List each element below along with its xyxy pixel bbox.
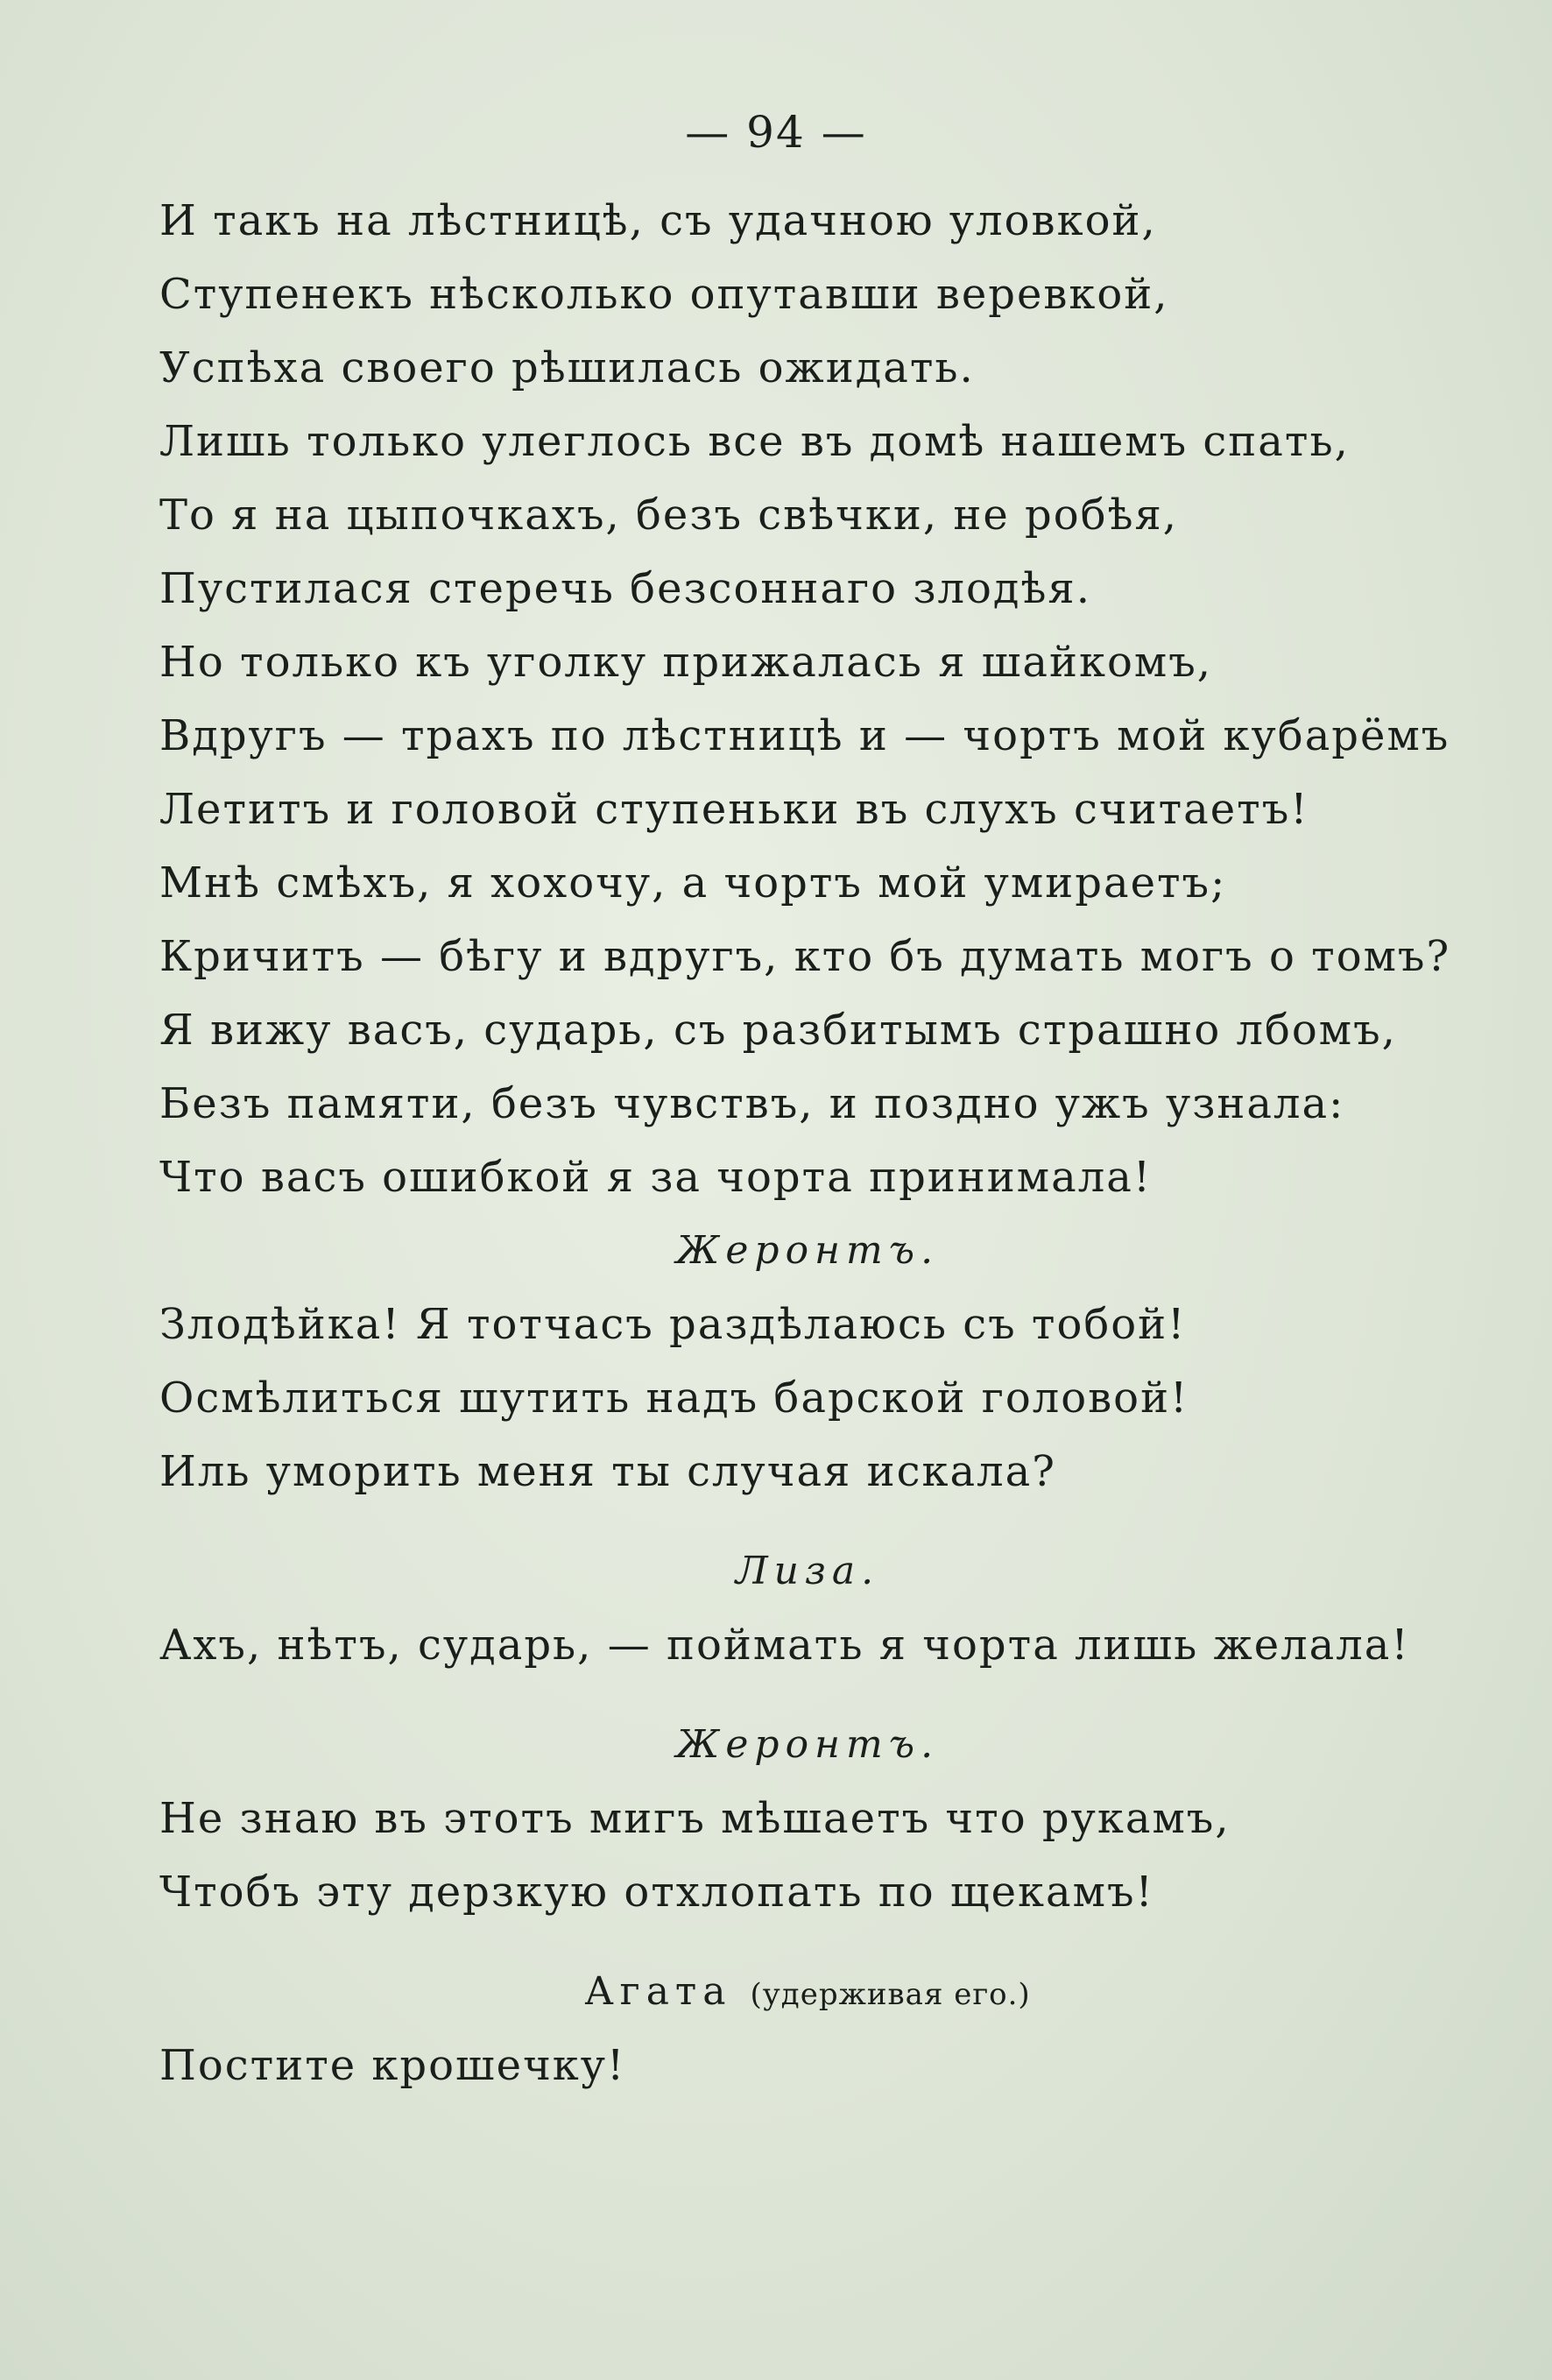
speaker-name-geront: Жеронтъ. — [675, 1228, 940, 1273]
verse-line: Но только къ уголку прижалась я шайкомъ, — [159, 638, 1212, 687]
verse-line: Иль уморить меня ты случая искала? — [159, 1447, 1057, 1496]
verse-line: То я на цыпочкахъ, безъ свѣчки, не робѣя, — [159, 491, 1179, 540]
page-number: — 94 — — [685, 107, 867, 158]
verse-line: Не знаю въ этотъ мигъ мѣшаетъ что рукамъ, — [159, 1794, 1231, 1843]
verse-block-4 — [159, 1782, 1508, 1929]
verse-block-3 — [159, 1608, 1508, 1682]
stage-direction: (удерживая его.) — [750, 1977, 1031, 2012]
verse-line: Осмѣлиться шутить надъ барской головой! — [159, 1374, 1189, 1423]
verse-line: Ступенекъ нѣсколько опутавши веревкой, — [159, 270, 1169, 319]
speaker-name-geront: Жеронтъ. — [675, 1722, 940, 1767]
verse-line: Лишь только улеглось все въ домѣ нашемъ спать, — [159, 417, 1350, 466]
verse-block-2 — [159, 1288, 1508, 1508]
verse-block-1 — [159, 184, 1508, 1214]
verse-line: Я вижу васъ, сударь, съ разбитымъ страшно лбомъ, — [159, 1006, 1397, 1055]
spacer — [159, 1682, 1508, 1708]
speaker-line-agata — [107, 1955, 1508, 2029]
verse-line: Злодѣйка! Я тотчасъ раздѣлаюсь съ тобой! — [159, 1300, 1187, 1349]
verse-line: Ахъ, нѣтъ, сударь, — поймать я чорта лишь желала! — [159, 1621, 1410, 1670]
verse-line: Кричитъ — бѣгу и вдругъ, кто бъ думать могъ о томъ? — [159, 932, 1451, 981]
speaker-name-liza: Лиза. — [735, 1549, 880, 1593]
verse-line: Успѣха своего рѣшилась ожидать. — [159, 343, 975, 392]
verse-line: Пустилася стеречь безсоннаго злодѣя. — [159, 564, 1091, 613]
verse-line: Вдругъ — трахъ по лѣстницѣ и — чортъ мой кубарёмъ — [159, 711, 1450, 760]
verse-line: И такъ на лѣстницѣ, съ удачною уловкой, — [159, 196, 1157, 245]
verse-line: Безъ памяти, безъ чувствъ, и поздно ужъ узнала: — [159, 1079, 1345, 1128]
verse-line: Чтобъ эту дерзкую отхлопать по щекамъ! — [159, 1868, 1154, 1917]
verse-line: Что васъ ошибкой я за чорта принимала! — [159, 1153, 1153, 1202]
speaker-name-agata: Агата — [584, 1969, 732, 2014]
spacer — [159, 1929, 1508, 1955]
spacer — [159, 1508, 1508, 1535]
verse-block-5 — [159, 2029, 1508, 2102]
verse-text — [159, 184, 1508, 2102]
verse-line: Мнѣ смѣхъ, я хохочу, а чортъ мой умираетъ; — [159, 858, 1227, 908]
verse-line: Летитъ и головой ступеньки въ слухъ считаетъ! — [159, 785, 1309, 834]
verse-line: Постите крошечку! — [159, 2041, 626, 2090]
